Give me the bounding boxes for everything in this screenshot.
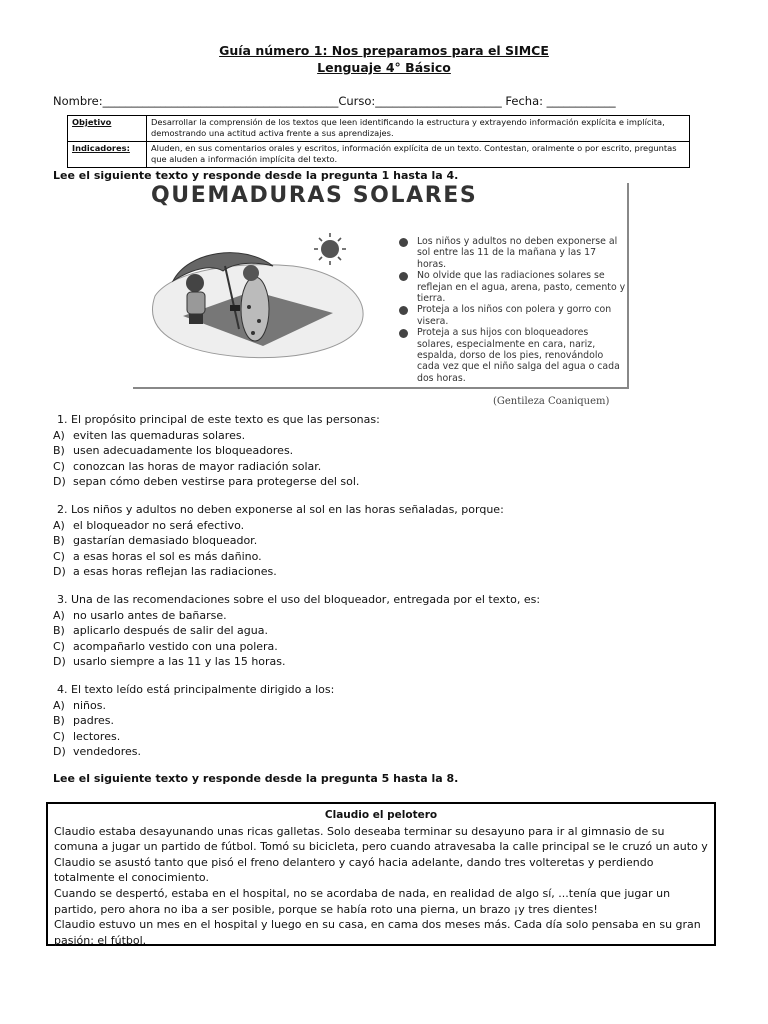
instruction-questions-5-8: Lee el siguiente texto y responde desde la pregunta 5 hasta la 8.	[53, 772, 459, 785]
answer-option[interactable]: A) el bloqueador no será efectivo.	[53, 518, 245, 532]
question-4	[53, 682, 733, 760]
objectives-table	[67, 115, 690, 168]
indicadores-row	[68, 141, 690, 167]
answer-option[interactable]: C) acompañarlo vestido con una polera.	[53, 639, 278, 653]
question-stem: 2. Los niños y adultos no deben exponerse al sol en las horas señaladas, porque:	[57, 503, 504, 516]
document-title: Guía número 1: Nos preparamos para el SIMCE	[219, 43, 549, 58]
answer-option[interactable]: D) sepan cómo deben vestirse para protegerse del sol.	[53, 475, 360, 489]
figure-bullet-list	[395, 236, 627, 384]
answer-option[interactable]: D) a esas horas reflejan las radiaciones.	[53, 565, 277, 579]
objetivo-label: Objetivo	[68, 116, 147, 142]
story-paragraph: Cuando se despertó, estaba en el hospital, no se acordaba de nada, en realidad de algo sí, ...tenía que jugar un partido, pero ahora no iba a ser posible, porque se había roto una pierna, un brazo ¡y tres dientes!	[54, 886, 671, 916]
objetivo-row	[68, 116, 690, 142]
bullet-dot-icon	[399, 238, 408, 247]
bullet-dot-icon	[399, 272, 408, 281]
answer-option[interactable]: A) eviten las quemaduras solares.	[53, 428, 246, 442]
answer-option[interactable]: B) usen adecuadamente los bloqueadores.	[53, 444, 294, 458]
answer-option[interactable]: C) lectores.	[53, 729, 121, 743]
instruction-questions-1-4: Lee el siguiente texto y responde desde la pregunta 1 hasta la 4.	[53, 169, 459, 182]
student-fields-line: Nombre:_________________________________________Curso:______________________ Fecha: ____________	[53, 94, 616, 108]
question-2	[53, 502, 733, 580]
figure-bullet: Proteja a sus hijos con bloqueadores solares, especialmente en cara, nariz, espalda, dorso de los pies, renovándolo cada vez que el niño salga del agua o cada dos horas.	[395, 327, 627, 384]
figure-title: QUEMADURAS SOLARES	[151, 183, 478, 208]
figure-bullet: No olvide que las radiaciones solares se reflejan en el agua, arena, pasto, cemento y tierra.	[395, 270, 627, 304]
beach-illustration	[133, 221, 388, 371]
answer-option[interactable]: B) gastarían demasiado bloqueador.	[53, 534, 258, 548]
answer-option[interactable]: A) niños.	[53, 698, 106, 712]
story-paragraph: Claudio estaba desayunando unas ricas galletas. Solo deseaba terminar su desayuno para ir al gimnasio de su comuna a jugar un partido de fútbol. Tomó su bicicleta, pero cuando atravesaba la calle principal se le cruzó un auto y Claudio se asustó tanto que pisó el freno delantero y cayó hacia adelante, dando tres volteretas y perdiendo totalmente el conocimiento.	[54, 824, 708, 885]
answer-option[interactable]: B) aplicarlo después de salir del agua.	[53, 624, 268, 638]
question-stem: 3. Una de las recomendaciones sobre el uso del bloqueador, entregada por el texto, es:	[57, 593, 541, 606]
sunburn-infographic	[133, 183, 659, 411]
bullet-dot-icon	[399, 329, 408, 338]
figure-bullet: Los niños y adultos no deben exponerse al sol entre las 11 de la mañana y las 17 horas.	[395, 236, 627, 270]
bullet-dot-icon	[399, 306, 408, 315]
story-title: Claudio el pelotero	[324, 809, 438, 821]
story-box	[46, 802, 716, 946]
answer-option[interactable]: A) no usarlo antes de bañarse.	[53, 608, 227, 622]
document-subtitle: Lenguaje 4° Básico	[317, 60, 451, 75]
sunscreen-bottle-icon	[230, 305, 240, 311]
objetivo-text: Desarrollar la comprensión de los textos que leen identificando la estructura y extrayendo información explícita e implícita, demostrando una actitud activa frente a sus aprendizajes.	[147, 116, 690, 142]
question-stem: 1. El propósito principal de este texto es que las personas:	[57, 413, 380, 426]
indicadores-text: Aluden, en sus comentarios orales y escritos, información explícita de un texto. Contestan, oralmente o por escrito, preguntas que aluden a información implícita del texto.	[147, 141, 690, 167]
answer-option[interactable]: D) usarlo siempre a las 11 y las 15 horas.	[53, 655, 286, 669]
question-stem: 4. El texto leído está principalmente dirigido a los:	[57, 683, 335, 696]
sun-icon	[314, 233, 346, 265]
figure-credit: (Gentileza Coaniquem)	[493, 396, 610, 407]
answer-option[interactable]: C) conozcan las horas de mayor radiación solar.	[53, 459, 322, 473]
question-1	[53, 412, 733, 490]
indicadores-label: Indicadores:	[68, 141, 147, 167]
answer-option[interactable]: B) padres.	[53, 714, 114, 728]
story-paragraph: Claudio estuvo un mes en el hospital y luego en su casa, en cama dos meses más. Cada día solo pensaba en su gran pasión: el fútbol.	[54, 918, 701, 947]
answer-option[interactable]: C) a esas horas el sol es más dañino.	[53, 549, 262, 563]
figure-bullet: Proteja a los niños con polera y gorro con visera.	[395, 304, 627, 327]
answer-option[interactable]: D) vendedores.	[53, 745, 141, 759]
question-3	[53, 592, 733, 670]
